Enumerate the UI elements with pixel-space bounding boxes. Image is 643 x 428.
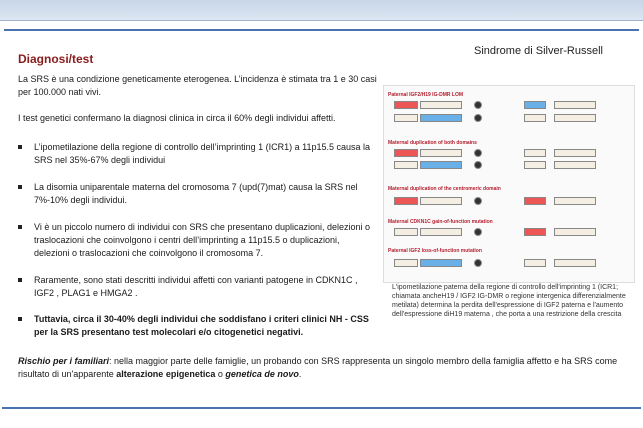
gene-segment (554, 149, 596, 157)
risk-bold-text: alterazione epigenetica (116, 369, 216, 379)
risk-bold-text2: genetica de novo (225, 369, 299, 379)
bullet-item (18, 181, 378, 207)
intro-paragraph: La SRS è una condizione geneticamente eterogenea. L’incidenza è stimata tra 1 e 30 casi per 100.000 nati vivi. (18, 74, 377, 97)
methylation-mark (474, 259, 482, 267)
bullet-text: Vi è un piccolo numero di individui con SRS che presentano duplicazioni, delezioni o traslocazioni che coinvolgono i centri dell’imprinting a 11p15.5 o duplicazioni, delezioni o traslocazioni che coinvolgono il cromosoma 7. (34, 222, 371, 258)
gene-segment (554, 228, 596, 236)
gene-segment (394, 228, 418, 236)
figure-row (394, 113, 624, 121)
bullet-item (18, 141, 378, 167)
bullet-text: L’ipometilazione della regione di controllo dell’imprinting 1 (ICR1) a 11p15.5 causa la SRS nel 35%-67% degli individui (34, 142, 371, 165)
figure-row (394, 148, 624, 156)
methylation-mark (474, 149, 482, 157)
confirm-paragraph: I test genetici confermano la diagnosi clinica in circa il 60% degli individui affetti. (18, 113, 336, 123)
methylation-mark (474, 114, 482, 122)
figure-row (394, 196, 624, 204)
figure-row (394, 258, 624, 266)
bullet-text: Raramente, sono stati descritti individui affetti con varianti patogene in CDKN1C , IGF2 , PLAG1 e HMGA2 . (34, 275, 358, 298)
genetic-diagram (383, 85, 635, 283)
gene-segment (554, 101, 596, 109)
figure-row (394, 160, 624, 168)
gene-segment (554, 197, 596, 205)
gene-segment (420, 161, 462, 169)
figure-section-label: Paternal IGF2/H19 IG-DMR LOM (388, 92, 464, 98)
figure-section-label: Maternal duplication of the centromeric domain (388, 186, 501, 192)
gene-segment (394, 149, 418, 157)
gene-segment (524, 101, 546, 109)
risk-text: : nella maggior parte delle famiglie, un probando con SRS rappresenta un singolo membro della famiglia affetto e ha SRS come risultato di un'apparente (18, 356, 618, 379)
figure-section-label: Maternal CDKN1C gain-of-function mutation (388, 219, 493, 225)
bullet-icon (18, 278, 22, 282)
risk-connector: o (215, 369, 226, 379)
bullet-icon (18, 185, 22, 189)
risk-end: . (298, 369, 302, 379)
figure-row (394, 227, 624, 235)
gene-segment (420, 228, 462, 236)
gene-segment (394, 161, 418, 169)
bullet-text: La disomia uniparentale materna del cromosoma 7 (upd(7)mat) causa la SRS nel 7%-10% degli individui. (34, 182, 358, 205)
page-subtitle: Sindrome di Silver-Russell (474, 45, 603, 57)
gene-segment (524, 161, 546, 169)
methylation-mark (474, 161, 482, 169)
bullet-item (18, 313, 378, 339)
figure-row (394, 100, 624, 108)
bullet-icon (18, 225, 22, 229)
gene-segment (524, 197, 546, 205)
methylation-mark (474, 228, 482, 236)
methylation-mark (474, 197, 482, 205)
risk-paragraph (18, 355, 618, 381)
page-title: Diagnosi/test (18, 52, 94, 66)
risk-label: Rischio per i familiari (18, 356, 110, 366)
gene-segment (394, 101, 418, 109)
gene-segment (394, 197, 418, 205)
gene-segment (420, 259, 462, 267)
figure-caption: L'ipometilazione paterna della regione di controllo dell'imprinting 1 (ICR1; chiamata ancheH19 / IGF2 IG-DMR o regione intergenica differenzialmente metilata) determina la perdita dell'espressione di IGF2 paterna e l'aumento dell'espressione diH19 materna , che porta a una restrizione della crescita (392, 284, 626, 318)
bullet-icon (18, 317, 22, 321)
gene-segment (524, 228, 546, 236)
header-divider (4, 29, 639, 31)
top-banner (0, 0, 643, 21)
footer-divider (2, 407, 641, 409)
figure-section-label: Maternal duplication of both domains (388, 140, 477, 146)
figure-section-label: Paternal IGF2 loss-of-function mutation (388, 248, 482, 254)
gene-segment (420, 101, 462, 109)
gene-segment (554, 114, 596, 122)
methylation-mark (474, 101, 482, 109)
gene-segment (420, 149, 462, 157)
gene-segment (524, 149, 546, 157)
bullet-text: Tuttavia, circa il 30-40% degli individui che soddisfano i criteri clinici NH - CSS per la SRS presentano test molecolari e/o citogenetici negativi. (34, 314, 369, 337)
bullet-icon (18, 145, 22, 149)
bullet-item (18, 221, 378, 260)
gene-segment (524, 114, 546, 122)
gene-segment (554, 259, 596, 267)
gene-segment (420, 197, 462, 205)
bullet-item (18, 274, 378, 300)
gene-segment (420, 114, 462, 122)
gene-segment (394, 114, 418, 122)
gene-segment (554, 161, 596, 169)
gene-segment (394, 259, 418, 267)
gene-segment (524, 259, 546, 267)
